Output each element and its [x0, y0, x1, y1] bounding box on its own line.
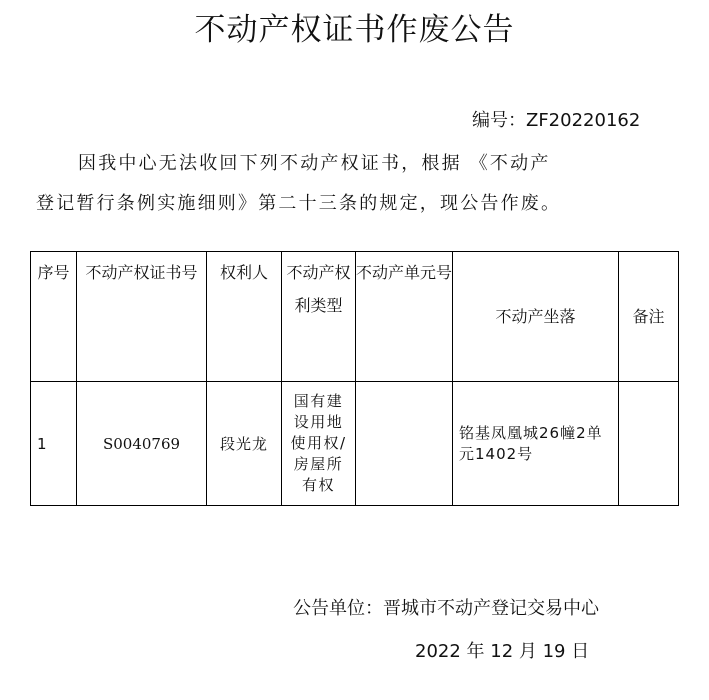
- issuing-unit: 公告单位：晋城市不动产登记交易中心: [293, 598, 599, 619]
- header-unit-no: 不动产单元号: [356, 252, 453, 382]
- announcement-paragraph: [36, 144, 656, 224]
- table-header-row: [31, 252, 679, 382]
- cell-cert-no: S0040769: [77, 382, 207, 506]
- document-number: 编号：ZF20220162: [472, 110, 641, 131]
- cell-remark: [619, 382, 679, 506]
- paragraph-line-1: 因我中心无法收回下列不动产权证书，根据 《不动产: [78, 153, 551, 174]
- header-cert-no: 不动产权证书号: [77, 252, 207, 382]
- cell-unit-no: [356, 382, 453, 506]
- header-location: 不动产坐落: [453, 252, 619, 382]
- header-index: 序号: [31, 252, 77, 382]
- table-row: [31, 382, 679, 506]
- header-holder: 权利人: [207, 252, 282, 382]
- cell-right-type: 国有建设用地使用权/房屋所有权: [282, 382, 356, 506]
- cell-index: 1: [31, 382, 77, 506]
- cell-location: 铭基凤凰城26幢2单元1402号: [453, 382, 619, 506]
- issue-date: 2022 年 12 月 19 日: [415, 641, 590, 662]
- cell-holder: 段光龙: [207, 382, 282, 506]
- void-certificate-table: [30, 251, 679, 506]
- paragraph-line-2: 登记暂行条例实施细则》第二十三条的规定，现公告作废。: [36, 193, 562, 214]
- header-remark: 备注: [619, 252, 679, 382]
- header-right-type: 不动产权利类型: [282, 252, 356, 382]
- document-title: 不动产权证书作废公告: [194, 12, 515, 48]
